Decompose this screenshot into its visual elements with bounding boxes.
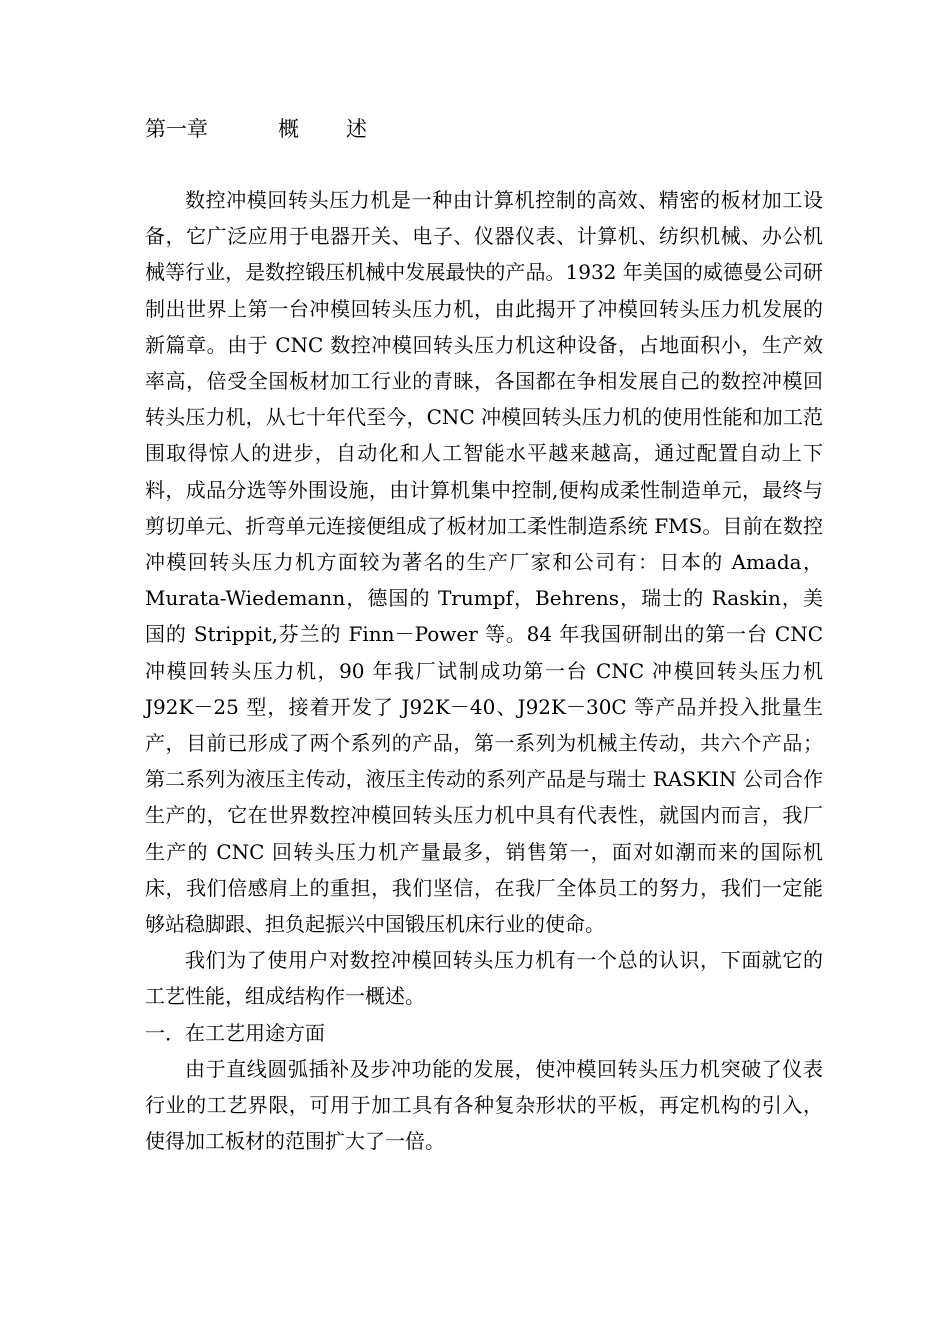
chapter-title-part1: 概 [278,117,299,141]
chapter-heading [145,113,367,145]
chapter-title-part2: 述 [346,117,367,141]
paragraph-process-use: 由于直线圆弧插补及步冲功能的发展，使冲模回转头压力机突破了仪表行业的工艺界限，可用于加工具有各种复杂形状的平板，再定机构的引入，使得加工板材的范围扩大了一倍。 [145,1056,823,1154]
chapter-number: 第一章 [145,117,208,141]
section-heading-process-use: 一．在工艺用途方面 [145,1020,325,1045]
paragraph-intro: 数控冲模回转头压力机是一种由计算机控制的高效、精密的板材加工设备，它广泛应用于电器开关、电子、仪器仪表、计算机、纺织机械、办公机械等行业，是数控锻压机械中发展最快的产品。1932 年美国的威德曼公司研制出世界上第一台冲模回转头压力机，由此揭开了冲模回转头压力机发展的新篇章。由于 CNC 数控冲模回转头压力机这种设备，占地面积小，生产效率高，倍受全国板材加工行业的青睐，各国都在争相发展自己的数控冲模回转头压力机，从七十年代至今，CNC 冲模回转头压力机的使用性能和加工范围取得惊人的进步，自动化和人工智能水平越来越高，通过配置自动上下料，成品分选等外围设施，由计算机集中控制,便构成柔性制造单元，最终与剪切单元、折弯单元连接便组成了板材加工柔性制造系统 FMS。目前在数控冲模回转头压力机方面较为著名的生产厂家和公司有：日本的 Amada，Murata-Wiedemann，德国的 Trumpf，Behrens，瑞士的 Raskin，美国的 Strippit,芬兰的 Finn－Power 等。84 年我国研制出的第一台 CNC 冲模回转头压力机，90 年我厂试制成功第一台 CNC 冲模回转头压力机 J92K－25 型，接着开发了 J92K－40、J92K－30C 等产品并投入批量生产，目前已形成了两个系列的产品，第一系列为机械主传动，共六个产品；第二系列为液压主传动，液压主传动的系列产品是与瑞士 RASKIN 公司合作生产的，它在世界数控冲模回转头压力机中具有代表性，就国内而言，我厂生产的 CNC 回转头压力机产量最多，销售第一，面对如潮而来的国际机床，我们倍感肩上的重担，我们坚信，在我厂全体员工的努力，我们一定能够站稳脚跟、担负起振兴中国锻压机床行业的使命。 [145,188,823,937]
body-text [145,182,823,1159]
paragraph-overview: 我们为了使用户对数控冲模回转头压力机有一个总的认识，下面就它的工艺性能，组成结构作一概述。 [145,948,823,1009]
